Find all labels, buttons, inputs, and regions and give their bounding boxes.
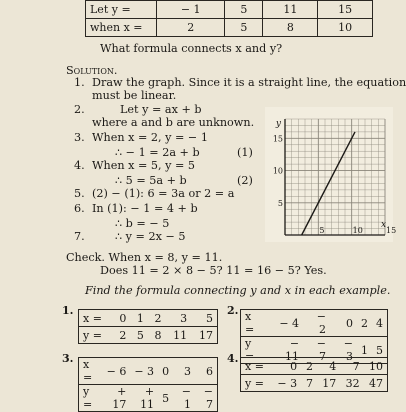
line-graph — [265, 107, 397, 242]
step-number: 1. — [74, 76, 85, 89]
row-label: Let y = — [86, 1, 157, 19]
table-row — [79, 385, 218, 412]
step-text: In (1): − 1 = 4 + b — [92, 202, 198, 215]
table-cell: − 2 — [303, 310, 330, 337]
table-cell: 4 — [372, 310, 388, 337]
check-line: Does 11 = 2 × 8 − 5? 11 = 16 − 5? Yes. — [100, 264, 327, 277]
table-cell: − 3 — [130, 358, 158, 385]
step-text: (2) − (1): 6 = 3a or 2 = a — [92, 187, 235, 200]
table-cell: 1 — [130, 310, 148, 327]
step-text: ∴ − 1 = 2a + b — [115, 146, 200, 159]
table-cell: 0 — [330, 310, 357, 337]
table-row — [86, 19, 373, 37]
table-cell: 47 — [369, 376, 383, 390]
table-row — [241, 310, 388, 337]
table-cell: 5 — [225, 19, 263, 37]
solution-heading: Solution. — [66, 64, 118, 77]
table-cell: − 3 — [277, 376, 298, 390]
row-label: when x = — [86, 19, 157, 37]
step-text: must be linear. — [92, 89, 177, 102]
graph-background — [265, 107, 393, 242]
exercise-table — [78, 357, 218, 412]
question-text: What formula connects x and y? — [100, 42, 283, 55]
step-text: When x = 2, y = − 1 — [92, 131, 208, 144]
table-cell: 8 — [263, 19, 318, 37]
equation-tag: (1) — [237, 146, 253, 159]
y-tick-label: 5 — [277, 198, 283, 208]
table-row — [241, 375, 388, 392]
table-cell: − 6 — [103, 358, 131, 385]
check-line: Check. When x = 8, y = 11. — [66, 251, 223, 264]
values-table — [85, 0, 373, 37]
exercise-table — [240, 357, 388, 392]
x-tick-label: 10 — [352, 226, 363, 235]
step-text: ∴ 5 = 5a + b — [115, 174, 187, 187]
x-tick-label: 15 — [386, 226, 397, 235]
table-cell: + 17 — [112, 385, 127, 411]
y-tick-label: 10 — [272, 166, 283, 176]
table-cell: 2 — [301, 358, 317, 375]
table-cell: − 3 — [343, 337, 353, 363]
step-number: 5. — [74, 187, 85, 200]
table-cell: − 11 — [285, 337, 300, 363]
variable-label: y = — [83, 328, 102, 342]
table-row — [79, 310, 218, 327]
table-cell: 17 — [199, 328, 213, 342]
step-number: 2. — [74, 103, 85, 116]
table-cell: 5 — [376, 343, 383, 357]
table-cell: 7 — [305, 376, 313, 390]
table-cell: 0 — [113, 310, 131, 327]
table-cell: 11 — [173, 328, 188, 342]
x-axis-label: x — [381, 220, 387, 230]
table-cell: 5 — [136, 328, 144, 342]
table-cell: − 1 — [181, 385, 192, 411]
table-cell: 2 — [357, 310, 372, 337]
table-cell: 5 — [191, 310, 217, 327]
table-cell: − 7 — [316, 337, 327, 363]
step-text: where a and b are unknown. — [92, 116, 255, 129]
variable-label: x = — [241, 310, 270, 337]
table-row — [241, 358, 388, 375]
table-cell: 8 — [154, 328, 162, 342]
table-cell: − 7 — [203, 385, 213, 411]
table-row — [86, 1, 373, 19]
table-cell: 7 — [340, 358, 363, 375]
table-cell: 10 — [318, 19, 373, 37]
table-row — [79, 327, 218, 344]
exercise-table — [240, 309, 388, 364]
y-tick-label: 15 — [272, 134, 283, 144]
step-number: 3. — [74, 131, 85, 144]
exercise-heading: Find the formula connecting y and x in each example. — [85, 284, 391, 297]
exercise-number: 3. — [62, 352, 74, 365]
table-cell: 3 — [165, 310, 191, 327]
table-cell: 2 — [119, 328, 127, 342]
variable-label: y = — [245, 337, 255, 363]
table-cell: 11 — [263, 1, 318, 19]
step-number: 6. — [74, 202, 85, 215]
table-cell: 15 — [318, 1, 373, 19]
table-cell: 6 — [195, 358, 217, 385]
table-cell: 5 — [225, 1, 263, 19]
table-cell: 5 — [162, 391, 170, 405]
step-number: 7. — [74, 230, 85, 243]
exercise-number: 2. — [227, 304, 239, 317]
exercise-number: 4. — [227, 352, 239, 365]
step-text: ∴ b = − 5 — [115, 217, 170, 230]
variable-label: x = — [241, 358, 272, 375]
table-row — [79, 358, 218, 385]
table-cell: 2 — [157, 19, 225, 37]
table-cell: 1 — [360, 343, 368, 357]
step-text: When x = 5, y = 5 — [92, 159, 196, 172]
exercise-number: 1. — [62, 304, 74, 317]
equation-tag: (2) — [237, 174, 253, 187]
step-number: 4. — [74, 159, 85, 172]
table-cell: 3 — [173, 358, 195, 385]
step-text: Draw the graph. Since it is a straight line, the equation — [92, 76, 406, 89]
table-cell: 32 — [345, 376, 360, 390]
variable-label: y = — [245, 376, 264, 390]
table-cell: 4 — [317, 358, 340, 375]
table-cell: 2 — [148, 310, 166, 327]
step-text: ∴ y = 2x − 5 — [115, 230, 186, 243]
exercise-table — [78, 309, 218, 344]
table-cell: + 11 — [140, 385, 155, 411]
table-cell: − 1 — [157, 1, 225, 19]
step-text: Let y = ax + b — [120, 103, 202, 116]
table-cell: − 4 — [269, 310, 303, 337]
table-cell: 0 — [272, 358, 301, 375]
variable-label: x = — [79, 310, 113, 327]
x-tick-label: 5 — [319, 226, 325, 235]
y-axis-label: y — [275, 119, 281, 129]
variable-label: y = — [83, 385, 93, 411]
table-cell: 10 — [364, 358, 388, 375]
table-cell: 17 — [322, 376, 337, 390]
table-cell: 0 — [158, 358, 173, 385]
variable-label: x = — [79, 358, 103, 385]
